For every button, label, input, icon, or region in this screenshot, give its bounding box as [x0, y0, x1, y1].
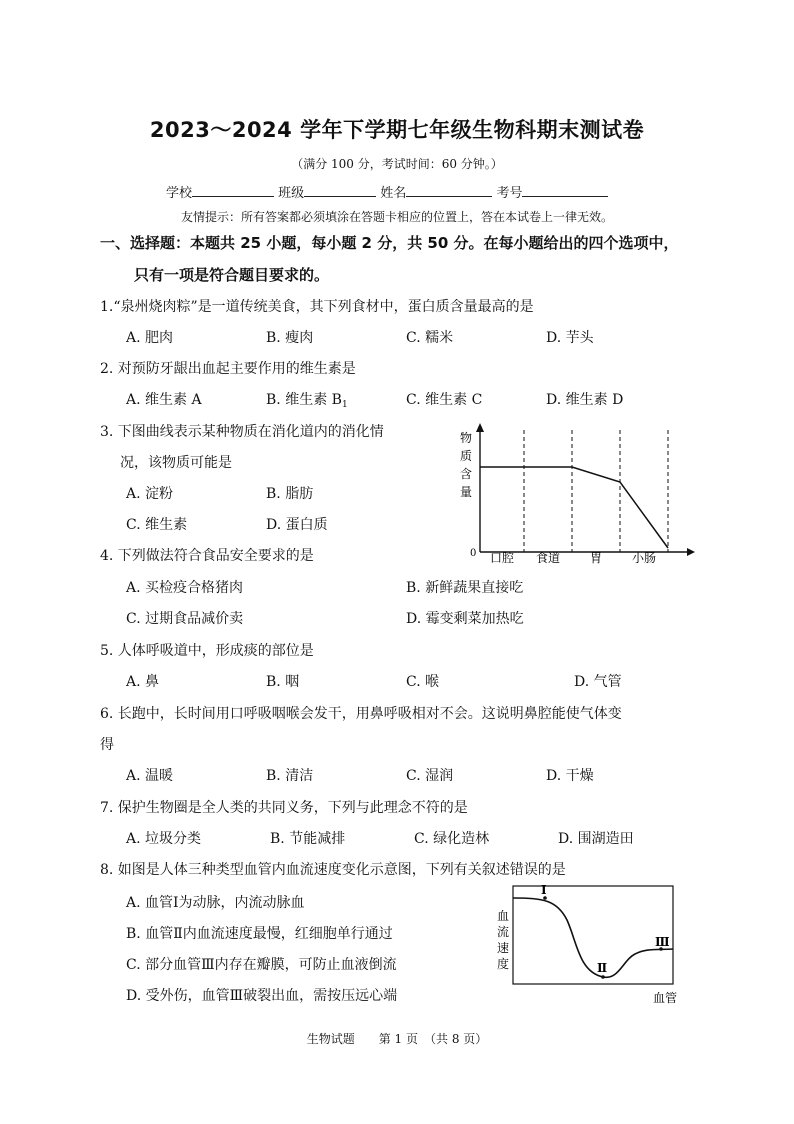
question-3-stem-line2: 况，该物质可能是	[120, 455, 232, 471]
class-label: 班级	[278, 186, 305, 201]
q7-option-c: C. 绿化造林	[414, 831, 490, 847]
segment-intestine-label: 小肠	[631, 551, 657, 565]
q5-option-d: D. 气管	[574, 674, 622, 690]
number-label: 考号	[496, 186, 523, 201]
student-info-row	[166, 182, 608, 201]
q4-option-b: B. 新鲜蔬果直接吃	[406, 580, 524, 596]
segment-esophagus-label: 食道	[535, 551, 561, 565]
y-label-char-1: 血	[497, 909, 510, 923]
q5-option-a: A. 鼻	[126, 674, 160, 690]
x-axis-arrow	[687, 548, 695, 556]
blood-speed-curve	[513, 898, 673, 977]
q4-option-c: C. 过期食品减价卖	[126, 611, 244, 627]
substance-curve	[480, 467, 668, 548]
q1-option-a: A. 肥肉	[126, 330, 174, 346]
school-label: 学校	[166, 186, 193, 201]
q3-option-a: A. 淀粉	[126, 486, 174, 502]
q1-option-c: C. 糯米	[406, 330, 454, 346]
origin-label: 0	[470, 548, 477, 559]
y-label-char-4: 度	[497, 957, 510, 971]
y-label-char-2: 流	[497, 925, 510, 939]
q8-option-b: B. 血管Ⅱ内血流速度最慢，红细胞单行通过	[126, 926, 393, 942]
q5-option-c: C. 喉	[406, 674, 440, 690]
y-label-char-3: 速	[497, 941, 510, 955]
q8-option-a: A. 血管Ⅰ为动脉，内流动脉血	[126, 895, 305, 911]
q2-option-b	[266, 389, 348, 410]
question-7-stem: 7. 保护生物圈是全人类的共同义务，下列与此理念不符的是	[100, 800, 468, 816]
y-label-char-1: 物	[460, 431, 473, 445]
y-label-char-4: 量	[460, 485, 473, 499]
number-blank[interactable]	[522, 184, 608, 197]
question-8-stem: 8. 如图是人体三种类型血管内血流速度变化示意图，下列有关叙述错误的是	[100, 862, 566, 878]
q7-option-a: A. 垃圾分类	[126, 831, 202, 847]
q1-option-b: B. 瘦肉	[266, 330, 314, 346]
page-footer: 生物试题 第 1 页 （共 8 页）	[306, 1032, 488, 1046]
question-2-stem: 2. 对预防牙龈出血起主要作用的维生素是	[100, 361, 356, 377]
question-5-stem: 5. 人体呼吸道中，形成痰的部位是	[100, 643, 314, 659]
q2-option-b-text: B. 维生素 B	[266, 392, 342, 408]
q6-option-c: C. 湿润	[406, 768, 454, 784]
q5-option-b: B. 咽	[266, 674, 300, 690]
q6-option-b: B. 清洁	[266, 768, 314, 784]
question-6-stem-line2: 得	[100, 737, 114, 753]
q4-option-d: D. 霉变剩菜加热吃	[406, 611, 524, 627]
q7-option-d: D. 围湖造田	[558, 831, 634, 847]
vessel-3-label: Ⅲ	[655, 935, 670, 949]
exam-subtitle: （满分 100 分，考试时间：60 分钟。）	[291, 157, 503, 171]
blood-flow-figure	[495, 880, 685, 1010]
segment-stomach-label: 胃	[589, 551, 603, 565]
q2-option-d: D. 维生素 D	[546, 392, 624, 408]
q1-option-d: D. 芋头	[546, 330, 594, 346]
q3-option-c: C. 维生素	[126, 517, 188, 533]
question-4-stem: 4. 下列做法符合食品安全要求的是	[100, 548, 314, 564]
q2-option-b-subscript: 1	[341, 400, 348, 410]
q3-option-b: B. 脂肪	[266, 486, 314, 502]
school-blank[interactable]	[192, 184, 274, 197]
friendly-tip: 友情提示：所有答案都必须填涂在答题卡相应的位置上，答在本试卷上一律无效。	[180, 210, 613, 224]
y-axis-arrow	[476, 423, 484, 432]
y-label-char-2: 质	[460, 449, 473, 463]
q3-option-d: D. 蛋白质	[266, 517, 328, 533]
segment-mouth-label: 口腔	[489, 551, 515, 565]
name-label: 姓名	[380, 186, 407, 201]
question-3-stem-line1: 3. 下图曲线表示某种物质在消化道内的消化情	[100, 424, 384, 440]
vessel-1-label: Ⅰ	[541, 883, 547, 897]
q2-option-c: C. 维生素 C	[406, 392, 483, 408]
question-6-stem-line1: 6. 长跑中，长时间用口呼吸咽喉会发干，用鼻呼吸相对不会。这说明鼻腔能使气体变	[100, 706, 622, 722]
name-blank[interactable]	[406, 184, 492, 197]
section-heading-line1: 一、选择题：本题共 25 小题，每小题 2 分，共 50 分。在每小题给出的四个选项中，	[100, 234, 679, 252]
section-heading-line2: 只有一项是符合题目要求的。	[134, 266, 330, 284]
q8-option-c: C. 部分血管Ⅲ内存在瓣膜，可防止血液倒流	[126, 957, 397, 973]
x-axis-label: 血管	[653, 991, 678, 1005]
q6-option-a: A. 温暖	[126, 768, 174, 784]
class-blank[interactable]	[304, 184, 376, 197]
q2-option-a: A. 维生素 A	[126, 392, 202, 408]
q8-option-d: D. 受外伤，血管Ⅲ破裂出血，需按压远心端	[126, 988, 398, 1004]
figure-frame	[513, 886, 673, 984]
vessel-2-marker	[601, 975, 605, 979]
q7-option-b: B. 节能减排	[270, 831, 346, 847]
question-1-stem: 1.“泉州烧肉粽”是一道传统美食，其下列食材中，蛋白质含量最高的是	[100, 299, 534, 315]
vessel-2-label: Ⅱ	[597, 961, 608, 975]
exam-title: 2023～2024 学年下学期七年级生物科期末测试卷	[149, 118, 645, 142]
digestion-curve-figure	[452, 420, 697, 568]
y-label-char-3: 含	[460, 467, 473, 481]
q4-option-a: A. 买检疫合格猪肉	[126, 580, 244, 596]
q6-option-d: D. 干燥	[546, 768, 594, 784]
